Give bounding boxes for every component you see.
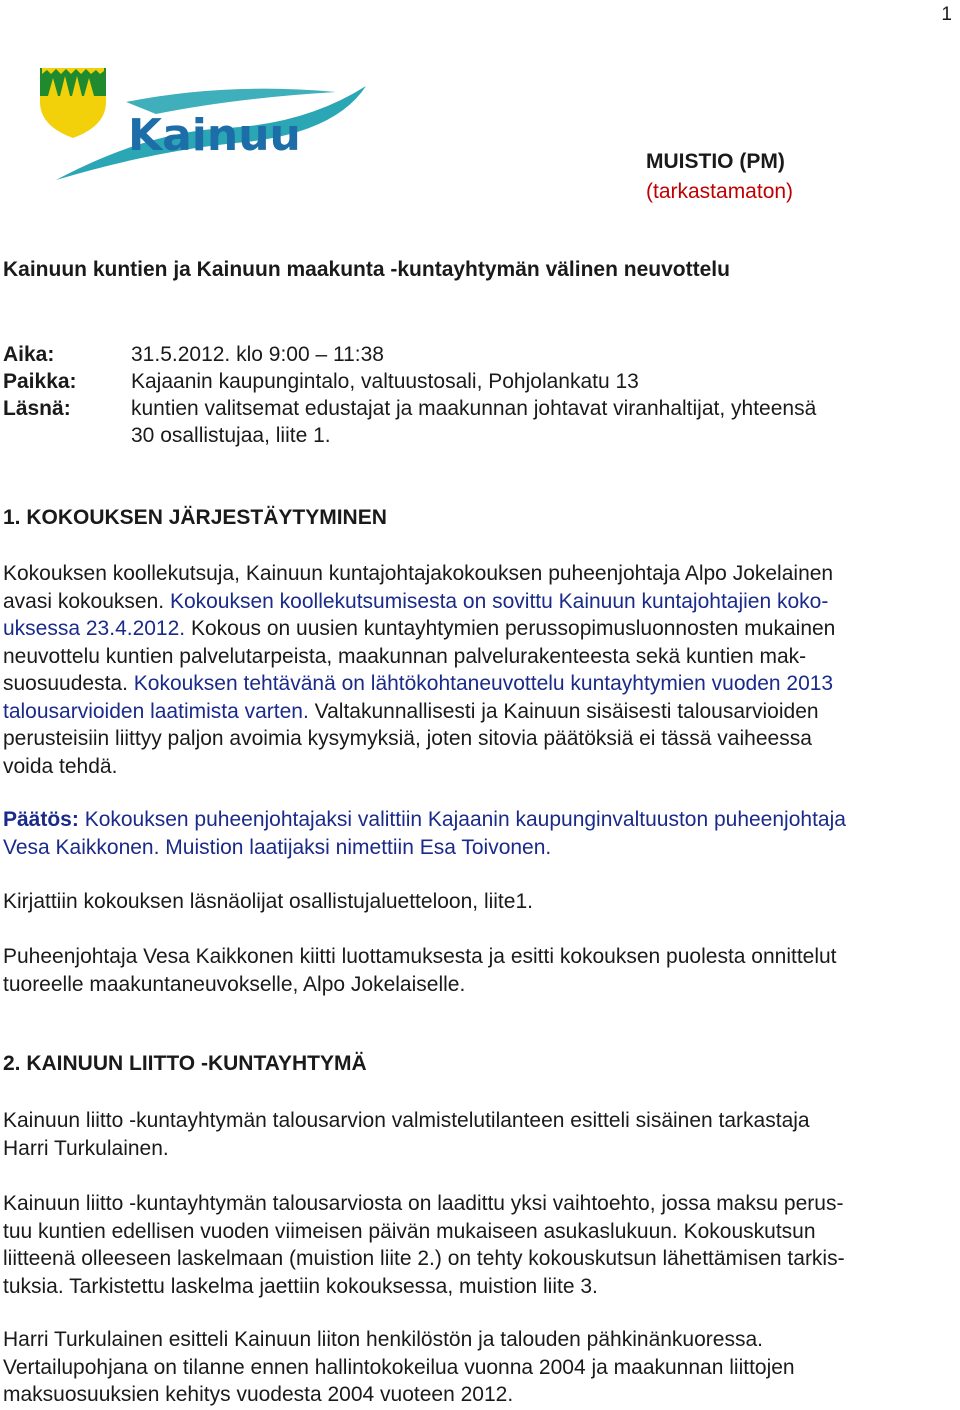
meeting-details: [3, 341, 831, 449]
text-run: Kokouksen puheenjohtajaksi valittiin Kajaanin kaupunginvaltuuston puheenjohtaja Vesa Kaikkonen.: [3, 808, 846, 859]
text-run: Vertailupohjana on tilanne ennen hallintokokeilua vuonna 2004 ja maakunnan liittojen maksuosuuksien kehitys vuodesta 2004 vuoteen 2012.: [3, 1355, 795, 1406]
text-run: Harri Turkulainen esitteli Kainuun liiton henkilöstön ja talouden pähkinänkuoressa.: [3, 1328, 763, 1351]
document-title: Kainuun kuntien ja Kainuun maakunta -kuntayhtymän välinen neuvottelu: [3, 258, 730, 281]
section-1-paragraph-4: Puheenjohtaja Vesa Kaikkonen kiitti luottamuksesta ja esitti kokouksen puolesta onnittelut tuoreelle maakuntaneuvokselle, Alpo Jokelaiselle.: [3, 945, 837, 996]
text-run: Kainuun liitto -kuntayhtymän talousarviosta on laadittu yksi vaihtoehto, jossa maksu perus- tuu kuntien edellisen vuoden viimeisen päivän mukaiseen asukaslukuun.: [3, 1192, 844, 1243]
section-1-paragraph-3: Kirjattiin kokouksen läsnäolijat osallistujaluetteloon, liite1.: [3, 890, 533, 913]
meta-row-attendees: [3, 395, 831, 449]
text-run: Kokouksen tehtävänä on lähtökohtaneuvottelu kuntayhtymien vuoden 2013 talousarvioiden laatimista varten.: [3, 672, 834, 723]
text-run: Tarkistettu laskelma jaettiin kokouksessa, muistion liite 3.: [69, 1274, 598, 1298]
logo-text: Kainuu: [128, 110, 301, 161]
document-type: MUISTIO (PM): [646, 150, 785, 173]
text-run: Valtakunnallisesti ja Kainuun sisäisesti talousarvioiden perusteisiin liittyy paljon avoimia kysymyksiä, joten sitovia päätöksiä ei tässä vaiheessa voida tehdä.: [3, 699, 819, 778]
kainuu-logo: [36, 62, 376, 192]
meta-value: Kajaanin kaupungintalo, valtuustosali, Pohjolankatu 13: [131, 370, 639, 393]
text-run: Muistion laatijaksi nimettiin Esa Toivonen.: [165, 835, 552, 859]
section-2-heading: 2. KAINUUN LIITTO -KUNTAYHTYMÄ: [3, 1052, 367, 1075]
decision-label: Päätös:: [3, 808, 79, 831]
text-run: Kokouksen koollekutsuja, Kainuun kuntajohtajakokouksen puheenjohtaja Alpo Jokelainen avasi kokouksen.: [3, 562, 834, 613]
page-number: 1: [941, 4, 952, 25]
meta-label: Aika:: [3, 343, 55, 366]
section-2-paragraph-1: Kainuun liitto -kuntayhtymän talousarvion valmistelutilanteen esitteli sisäinen tarkastaja Harri Turkulainen.: [3, 1109, 810, 1160]
meta-value: kuntien valitsemat edustajat ja maakunnan johtavat viranhaltijat, yhteensä 30 osallistujaa, liite 1.: [131, 397, 817, 447]
section-2-paragraph-2: [3, 1190, 957, 1300]
meta-row-place: [3, 368, 831, 395]
meta-label: Läsnä:: [3, 397, 71, 420]
section-1-decision: [3, 806, 957, 861]
section-1-heading: 1. KOKOUKSEN JÄRJESTÄYTYMINEN: [3, 506, 387, 529]
text-run: Kokous on uusien kuntayhtymien perussopimusluonnosten mukainen neuvottelu kuntien palvelutarpeista, maakunnan palvelurakenteesta sekä kuntien mak- suosuudesta.: [3, 617, 836, 695]
meta-value: 31.5.2012. klo 9:00 – 11:38: [131, 343, 384, 366]
kainuu-logo-graphic: [36, 62, 376, 192]
meta-label: Paikka:: [3, 370, 77, 393]
meta-row-time: [3, 341, 831, 368]
document-status: (tarkastamaton): [646, 180, 794, 203]
section-2-paragraph-3: [3, 1326, 957, 1409]
text-run: Kokouksen koollekutsumisesta on sovittu Kainuun kuntajohtajien koko- uksessa 23.4.2012.: [3, 589, 829, 640]
text-run: Kokouskutsun liitteenä olleeseen laskelmaan (muistion liite 2.) on tehty kokouskutsun lähettämisen tarkis- tuksia.: [3, 1219, 845, 1298]
section-1-paragraph-1: [3, 560, 957, 780]
